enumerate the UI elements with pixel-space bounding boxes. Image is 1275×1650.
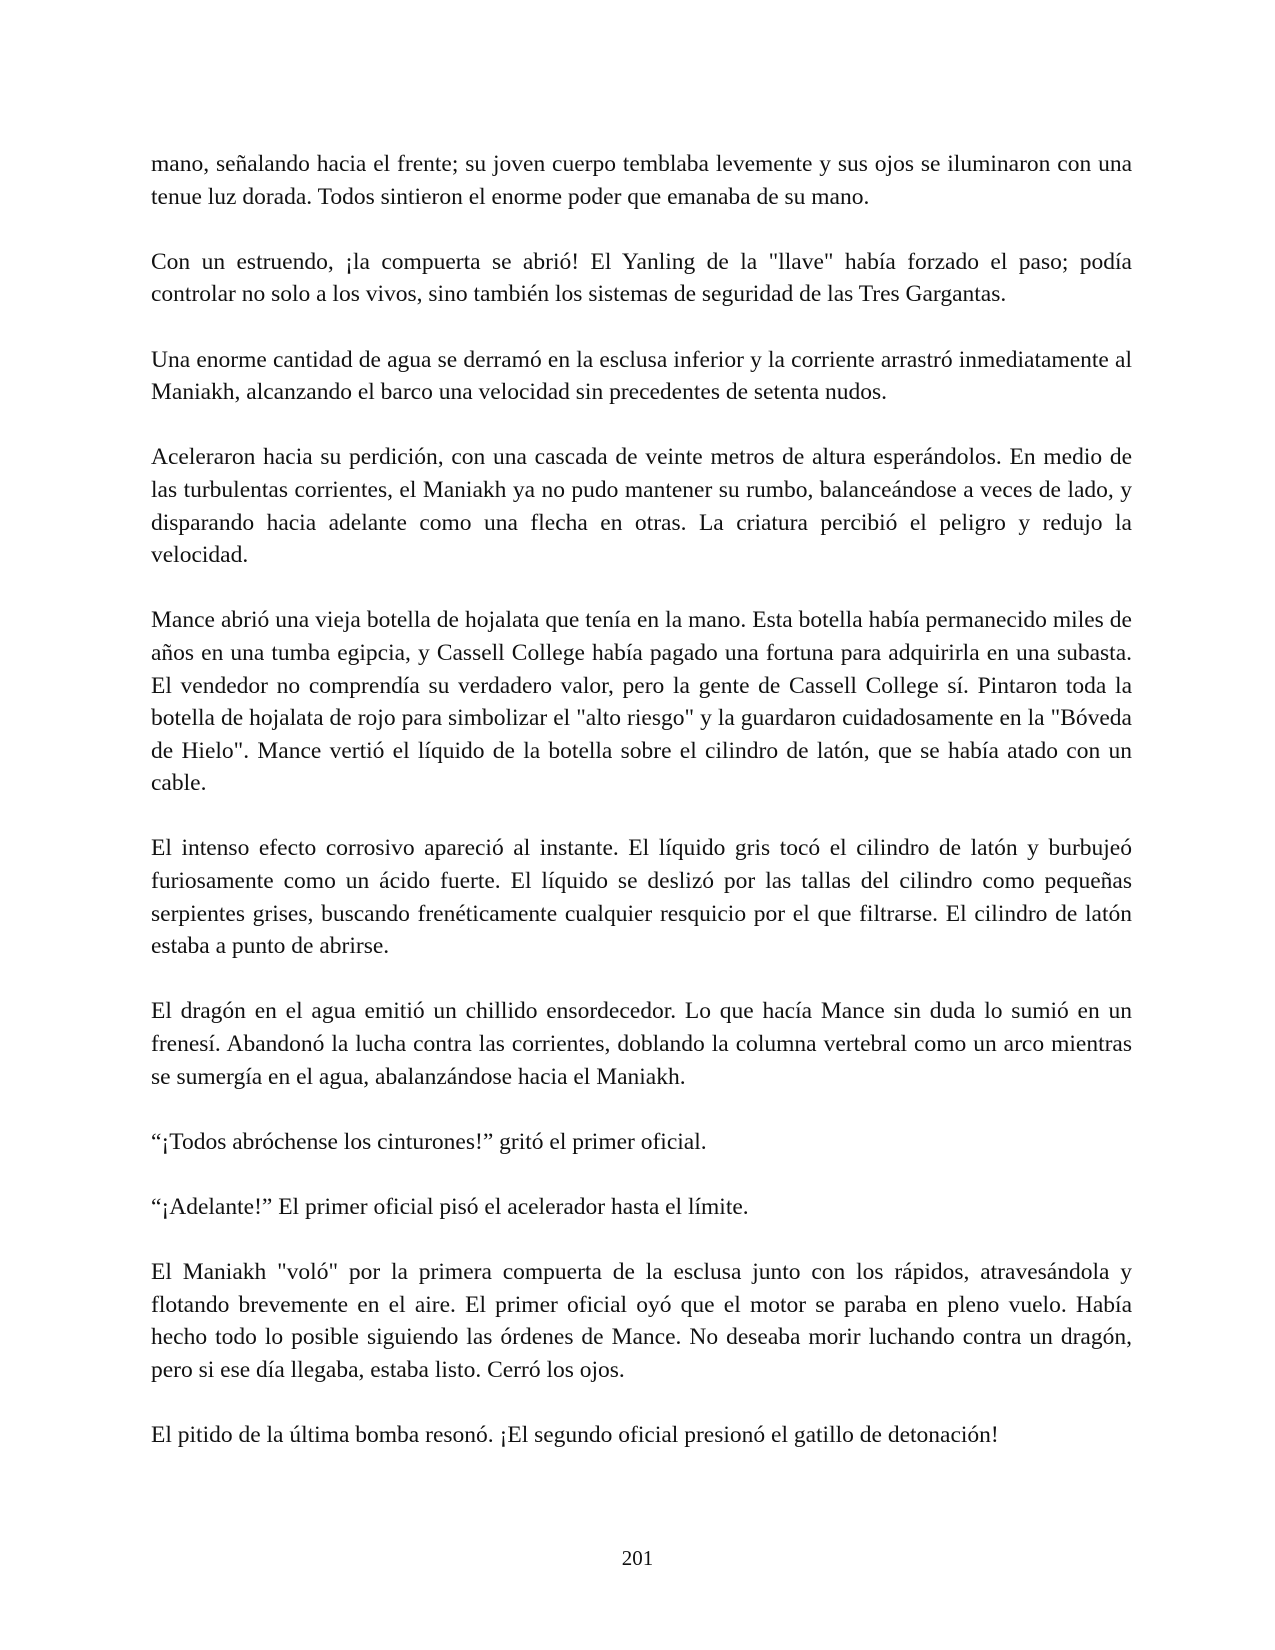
paragraph: Aceleraron hacia su perdición, con una cascada de veinte metros de altura esperándolos. En medio de las turbulentas corrientes, el Maniakh ya no pudo mantener su rumbo, balanceándose a veces de lado, y disparando hacia adelante como una flecha en otras. La criatura percibió el peligro y redujo la velocidad. xyxy=(151,444,1132,569)
paragraph: El pitido de la última bomba resonó. ¡El segundo oficial presionó el gatillo de detonación! xyxy=(151,1422,999,1449)
paragraph: Una enorme cantidad de agua se derramó en la esclusa inferior y la corriente arrastró inmediatamente al Maniakh, alcanzando el barco una velocidad sin precedentes de setenta nudos. xyxy=(151,346,1132,406)
paragraph: El dragón en el agua emitió un chillido ensordecedor. Lo que hacía Mance sin duda lo sumió en un frenesí. Abandonó la lucha contra las corrientes, doblando la columna vertebral como un arco mientras se sumergía en el agua, abalanzándose hacia el Maniakh. xyxy=(151,998,1132,1090)
paragraph: “¡Todos abróchense los cinturones!” gritó el primer oficial. xyxy=(151,1128,707,1155)
paragraph: El intenso efecto corrosivo apareció al instante. El líquido gris tocó el cilindro de latón y burbujeó furiosamente como un ácido fuerte. El líquido se deslizó por las tallas del cilindro como pequeñas serpientes grises, buscando frenéticamente cualquier resquicio por el que filtrarse. El cilindro de latón estaba a punto de abrirse. xyxy=(151,835,1132,960)
page-number: 201 xyxy=(621,1546,654,1570)
paragraph: Con un estruendo, ¡la compuerta se abrió! El Yanling de la "llave" había forzado el paso; podía controlar no solo a los vivos, sino también los sistemas de seguridad de las Tres Gargantas. xyxy=(151,248,1132,308)
paragraph: “¡Adelante!” El primer oficial pisó el acelerador hasta el límite. xyxy=(151,1194,749,1220)
body-text xyxy=(151,148,1132,1484)
paragraph: mano, señalando hacia el frente; su joven cuerpo temblaba levemente y sus ojos se iluminaron con una tenue luz dorada. Todos sintieron el enorme poder que emanaba de su mano. xyxy=(151,151,1132,210)
paragraph: Mance abrió una vieja botella de hojalata que tenía en la mano. Esta botella había permanecido miles de años en una tumba egipcia, y Cassell College había pagado una fortuna para adquirirla en una subasta. El vendedor no comprendía su verdadero valor, pero la gente de Cassell College sí. Pintaron toda la botella de hojalata de rojo para simbolizar el "alto riesgo" y la guardaron cuidadosamente en la "Bóveda de Hielo". Mance vertió el líquido de la botella sobre el cilindro de latón, que se había atado con un cable. xyxy=(151,607,1132,797)
paragraph: El Maniakh "voló" por la primera compuerta de la esclusa junto con los rápidos, atravesándola y flotando brevemente en el aire. El primer oficial oyó que el motor se paraba en pleno vuelo. Había hecho todo lo posible siguiendo las órdenes de Mance. No deseaba morir luchando contra un dragón, pero si ese día llegaba, estaba listo. Cerró los ojos. xyxy=(151,1259,1132,1383)
